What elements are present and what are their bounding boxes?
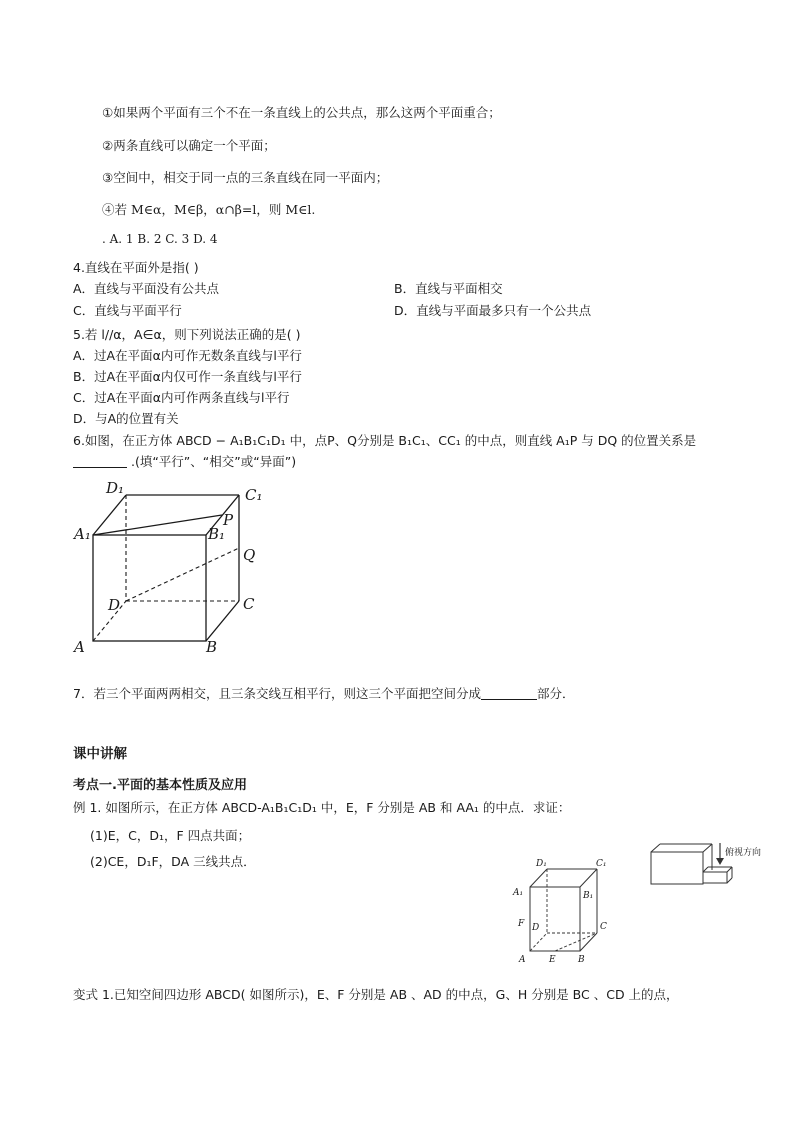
cube2-label-f: F [518,919,525,929]
cube2-edge-bc [580,933,597,951]
cube1-line-a1p [93,515,222,535]
example1-part2: (2)CE，D₁F，DA 三线共点． [90,854,256,869]
q6-line1: 6.如图，在正方体 ABCD − A₁B₁C₁D₁ 中，点P、Q分别是 B₁C₁、CC₁ 的中点，则直线 A₁P 与 DQ 的位置关系是 [73,433,697,448]
cube2-label-e: E [549,955,556,965]
cube2-label-d: D [532,923,540,933]
cube-figure-example1 [510,852,622,966]
cube1-label-a: A [74,638,85,656]
q4-option-d: D．直线与平面最多只有一个公共点 [394,303,592,318]
topview-block-front [651,852,703,884]
cube1-edge-a1d1 [93,495,126,535]
topview-small-edge1 [703,867,708,872]
example1-part1: (1)E，C，D₁，F 四点共面； [90,828,251,843]
q3-options: . A. 1 B. 2 C. 3 D. 4 [102,232,218,246]
q7 [73,684,574,702]
cube1-label-b: B [206,638,218,656]
q4-stem: 4.直线在平面外是指( ) [73,260,199,275]
topview-label: 俯视方向 [725,848,762,858]
cube1-label-c1: C₁ [245,486,263,504]
example1-stem: 例 1. 如图所示，在正方体 ABCD-A₁B₁C₁D₁ 中，E，F 分别是 AB 和 AA₁ 的中点．求证： [73,800,571,815]
cube2-edge-a1d1 [530,869,547,887]
cube1-label-c: C [243,595,255,613]
cube2-label-c1: C₁ [596,859,607,869]
q5-option-c: C．过A在平面α内可作两条直线与l平行 [73,390,290,405]
q5-option-d: D．与A的位置有关 [73,411,179,426]
topview-small-edge3 [727,867,732,872]
q4-option-c: C．直线与平面平行 [73,303,182,318]
cube1-front-face [93,535,206,641]
cube2-front-face [530,887,580,951]
cube1-label-q: Q [243,546,256,564]
cube1-label-p: P [223,511,234,529]
kp1-title: 考点一.平面的基本性质及应用 [73,778,247,793]
topview-block-edge1 [651,844,660,852]
statement-1: ①如果两个平面有三个不在一条直线上的公共点，那么这两个平面重合； [102,105,501,120]
cube2-label-c: C [600,922,607,932]
topview-small-edge5 [727,878,732,883]
cube2-line-ec [555,933,597,951]
topview-block-edge3 [703,844,712,852]
variant1-text: 变式 1.已知空间四边形 ABCD( 如图所示)，E、F 分别是 AB 、AD 的中点，G、H 分别是 BC 、CD 上的点， [73,987,679,1002]
down-arrow-icon [716,843,724,865]
statement-2: ②两条直线可以确定一个平面； [102,138,276,153]
topview-figure [648,838,773,890]
q6-line2-text: .(填“平行”、“相交”或“异面”) [130,454,297,469]
statement-3: ③空间中，相交于同一点的三条直线在同一平面内； [102,170,389,185]
topview-small-block [703,872,727,883]
cube1-label-d1: D₁ [106,479,125,497]
cube2-label-b1: B₁ [583,891,594,901]
cube2-label-a1: A₁ [513,888,524,898]
q5-option-b: B．过A在平面α内仅可作一条直线与l平行 [73,369,302,384]
q5-stem: 5.若 l//α，A∈α，则下列说法正确的是( ) [73,327,301,342]
cube-figure-q6 [70,478,270,658]
q7-answer-blank [481,687,537,700]
q6-answer-blank [73,455,127,468]
q7-text-after: 部分． [536,686,575,701]
cube1-line-dq [126,548,239,601]
cube2-label-d1: D₁ [536,859,547,869]
q4-option-b: B．直线与平面相交 [394,281,503,296]
cube2-label-b: B [578,955,585,965]
q4-option-a: A．直线与平面没有公共点 [73,281,220,296]
q6-line2 [73,452,296,470]
cube1-label-a1: A₁ [74,525,91,543]
statement-4: ④若 M∈α，M∈β，α∩β=l，则 M∈l. [102,202,316,217]
cube1-label-d: D [108,596,121,614]
q5-option-a: A．过A在平面α内可作无数条直线与l平行 [73,348,302,363]
cube2-edge-b1c1 [580,869,597,887]
cube2-edge-ad [530,933,547,951]
cube2-label-a: A [519,955,526,965]
cube1-label-b1: B₁ [208,525,226,543]
cube1-edge-bc [206,601,239,641]
section-title: 课中讲解 [73,746,127,762]
q7-text-before: 7．若三个平面两两相交，且三条交线互相平行，则这三个平面把空间分成 [73,686,481,701]
